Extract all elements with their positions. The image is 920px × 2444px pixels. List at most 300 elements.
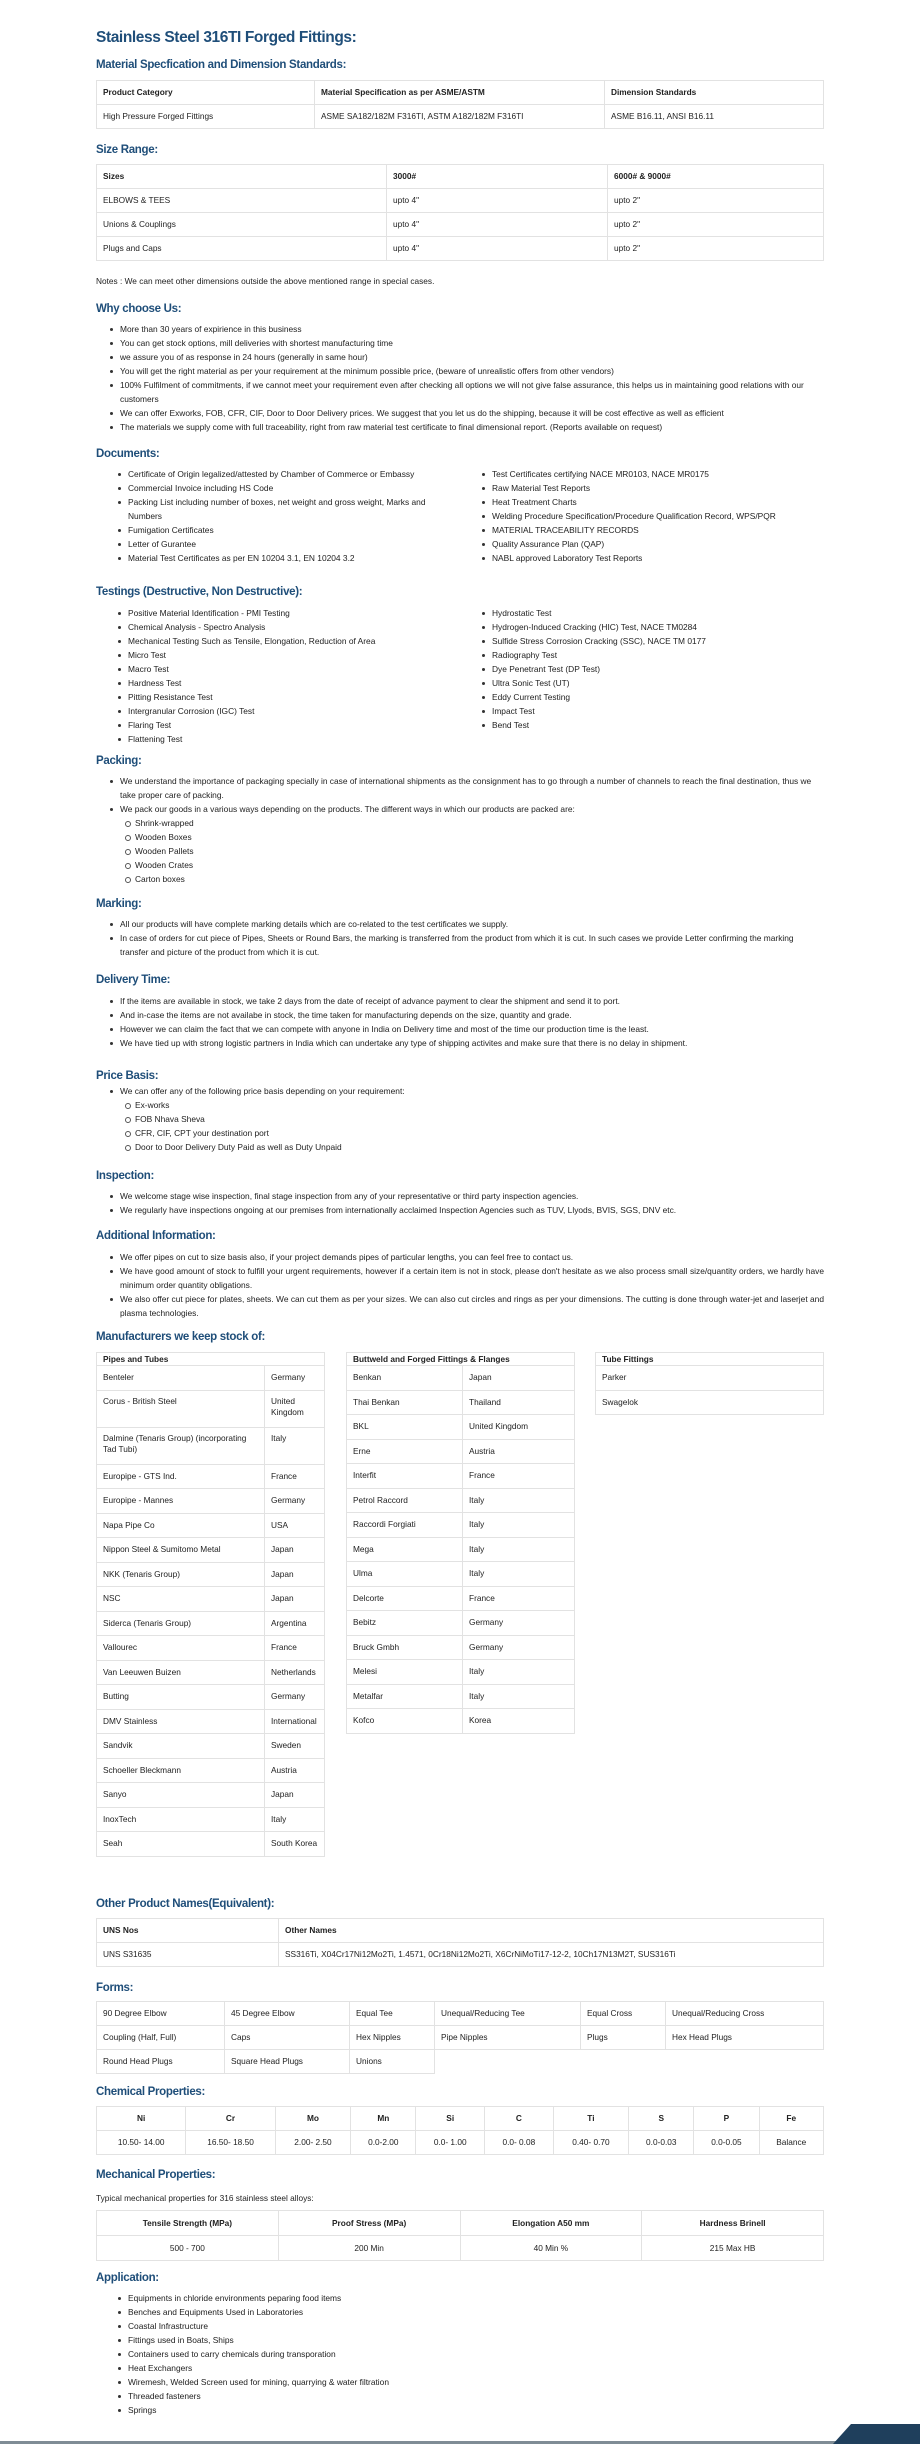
- table-row: [97, 1464, 325, 1489]
- heading-additional-info: Additional Information:: [96, 1230, 216, 1242]
- list-item: Hydrogen-Induced Cracking (HIC) Test, NACE TM0284: [480, 620, 824, 634]
- cell: Japan: [463, 1366, 575, 1391]
- cell: Vallourec: [97, 1636, 265, 1661]
- heading-size-range: Size Range:: [96, 144, 158, 156]
- cell: Netherlands: [265, 1660, 325, 1685]
- th-p: P: [694, 2107, 759, 2131]
- cell: Schoeller Bleckmann: [97, 1758, 265, 1783]
- cell: Germany: [463, 1611, 575, 1636]
- list-item: All our products will have complete marking details which are co-related to the test certificates we supply.: [108, 917, 824, 931]
- cell: Caps: [225, 2026, 350, 2050]
- cell: 215 Max HB: [642, 2236, 824, 2261]
- table-header-row: [97, 2211, 824, 2236]
- table-header-row: [97, 2107, 824, 2131]
- cell: upto 2": [608, 237, 824, 261]
- forms-table: [96, 2001, 824, 2074]
- cell: Butting: [97, 1685, 265, 1710]
- th-ti: Ti: [553, 2107, 629, 2131]
- list-item: Heat Treatment Charts: [480, 495, 824, 509]
- table-row: [97, 1390, 325, 1427]
- table-row: [347, 1464, 575, 1489]
- cell: Europipe - GTS Ind.: [97, 1464, 265, 1489]
- cell: Korea: [463, 1709, 575, 1734]
- cell: Italy: [463, 1513, 575, 1538]
- sub-list-item: Wooden Boxes: [108, 830, 824, 844]
- list-item: We pack our goods in a various ways depending on the products. The different ways in which our products are packed are:: [108, 802, 824, 816]
- cell: Raccordi Forgiati: [347, 1513, 463, 1538]
- list-item: You will get the right material as per your requirement at the minimum possible price, (beware of unrealistic offers from other vendors): [108, 364, 824, 378]
- cell: Napa Pipe Co: [97, 1513, 265, 1538]
- cell: NSC: [97, 1587, 265, 1612]
- list-item: Impact Test: [480, 704, 824, 718]
- cell: 90 Degree Elbow: [97, 2002, 225, 2026]
- cell: ASME B16.11, ANSI B16.11: [605, 105, 824, 129]
- list-item: We have tied up with strong logistic partners in India which can undertake any type of shipping activites and make sure that there is no delay in shipment.: [108, 1036, 824, 1050]
- th-s: S: [629, 2107, 694, 2131]
- why-choose-list: [108, 322, 824, 434]
- table-row: [97, 1366, 325, 1391]
- list-item: Heat Exchangers: [116, 2361, 816, 2375]
- table-row: [97, 1660, 325, 1685]
- cell: Germany: [463, 1635, 575, 1660]
- cell: Unequal/Reducing Tee: [435, 2002, 581, 2026]
- mechanical-subtitle: Typical mechanical properties for 316 stainless steel alloys:: [96, 2193, 314, 2203]
- cell: Bebitz: [347, 1611, 463, 1636]
- th-other-names: Other Names: [279, 1919, 824, 1943]
- list-item: The materials we supply come with full traceability, right from raw material test certificate to final dimensional report. (Reports available on request): [108, 420, 824, 434]
- cell: Italy: [265, 1427, 325, 1464]
- cell: Seah: [97, 1832, 265, 1857]
- list-item: Commercial Invoice including HS Code: [116, 481, 461, 495]
- list-item: We also offer cut piece for plates, sheets. We can cut them as per your sizes. We can also cut circles and rings as per your dimensions. The cutting is done through water-jet and laserjet and plasma technologies.: [108, 1292, 824, 1320]
- cell: Japan: [265, 1562, 325, 1587]
- th-si: Si: [416, 2107, 485, 2131]
- cell: United Kingdom: [265, 1390, 325, 1427]
- th-tube-fittings: Tube Fittings: [596, 1353, 824, 1366]
- size-range-note: Notes : We can meet other dimensions outside the above mentioned range in special cases.: [96, 276, 435, 286]
- table-row: [347, 1439, 575, 1464]
- cell: Germany: [265, 1489, 325, 1514]
- cell: 10.50- 14.00: [97, 2131, 186, 2155]
- cell: 0.40- 0.70: [553, 2131, 629, 2155]
- heading-material-spec: Material Specfication and Dimension Standards:: [96, 59, 347, 71]
- list-item: We understand the importance of packaging specially in case of international shipments as the consignment has to go through a number of channels to reach the final destination, thus we take proper care of packing.: [108, 774, 824, 802]
- cell: upto 4": [387, 237, 608, 261]
- heading-testings: Testings (Destructive, Non Destructive):: [96, 586, 303, 598]
- cell: Benteler: [97, 1366, 265, 1391]
- cell: Pipe Nipples: [435, 2026, 581, 2050]
- cell: France: [463, 1464, 575, 1489]
- cell: 0.0- 1.00: [416, 2131, 485, 2155]
- empty-cell: [581, 2050, 666, 2074]
- cell: USA: [265, 1513, 325, 1538]
- table-row: [97, 1734, 325, 1759]
- cell: Italy: [463, 1537, 575, 1562]
- cell: Austria: [463, 1439, 575, 1464]
- cell: 200 Min: [278, 2236, 460, 2261]
- list-item: Raw Material Test Reports: [480, 481, 824, 495]
- heading-why-choose: Why choose Us:: [96, 303, 182, 315]
- table-row: [347, 1586, 575, 1611]
- list-item: Hydrostatic Test: [480, 606, 824, 620]
- list-item: Test Certificates certifying NACE MR0103, NACE MR0175: [480, 467, 824, 481]
- cell: Plugs and Caps: [97, 237, 387, 261]
- list-item: Material Test Certificates as per EN 10204 3.1, EN 10204 3.2: [116, 551, 461, 565]
- table-row: [97, 1758, 325, 1783]
- heading-marking: Marking:: [96, 898, 142, 910]
- th-product-category: Product Category: [97, 81, 315, 105]
- list-item: Quality Assurance Plan (QAP): [480, 537, 824, 551]
- cell: Hex Head Plugs: [666, 2026, 824, 2050]
- page-title: Stainless Steel 316TI Forged Fittings:: [96, 29, 357, 46]
- cell: Round Head Plugs: [97, 2050, 225, 2074]
- cell: upto 2": [608, 213, 824, 237]
- documents-list-right: [480, 467, 824, 565]
- cell: Van Leeuwen Buizen: [97, 1660, 265, 1685]
- cell: SS316Ti, X04Cr17Ni12Mo2Ti, 1.4571, 0Cr18Ni12Mo2Ti, X6CrNiMoTi17-12-2, 10Ch17N13M2T, SUS316Ti: [279, 1943, 824, 1967]
- heading-forms: Forms:: [96, 1982, 134, 1994]
- list-item: And in-case the items are not availabe in stock, the time taken for manufacturing depends on the size, quantity and grade.: [108, 1008, 824, 1022]
- table-header-row: [97, 1919, 824, 1943]
- list-item: Fumigation Certificates: [116, 523, 461, 537]
- heading-packing: Packing:: [96, 755, 142, 767]
- buttweld-fittings-table: [346, 1352, 575, 1734]
- th-6000-9000: 6000# & 9000#: [608, 165, 824, 189]
- cell: Equal Cross: [581, 2002, 666, 2026]
- cell: France: [463, 1586, 575, 1611]
- cell: Unequal/Reducing Cross: [666, 2002, 824, 2026]
- cell: 0.0-2.00: [351, 2131, 416, 2155]
- cell: Ulma: [347, 1562, 463, 1587]
- heading-delivery-time: Delivery Time:: [96, 974, 171, 986]
- table-row: [347, 1488, 575, 1513]
- heading-application: Application:: [96, 2272, 159, 2284]
- list-item: Equipments in chloride environments peparing food items: [116, 2291, 816, 2305]
- cell: Germany: [265, 1685, 325, 1710]
- sub-list-item: Shrink-wrapped: [108, 816, 824, 830]
- table-row: [347, 1709, 575, 1734]
- list-item: More than 30 years of expirience in this business: [108, 322, 824, 336]
- cell: 2.00- 2.50: [275, 2131, 351, 2155]
- heading-chemical: Chemical Properties:: [96, 2086, 206, 2098]
- list-item: We offer pipes on cut to size basis also, if your project demands pipes of particular lengths, you can feel free to contact us.: [108, 1250, 824, 1264]
- cell: Kofco: [347, 1709, 463, 1734]
- list-item: MATERIAL TRACEABILITY RECORDS: [480, 523, 824, 537]
- cell: United Kingdom: [463, 1415, 575, 1440]
- list-item: Letter of Gurantee: [116, 537, 461, 551]
- list-item: However we can claim the fact that we can compete with anyone in India on Delivery time and most of the time our production time is the least.: [108, 1022, 824, 1036]
- list-item: Macro Test: [116, 662, 461, 676]
- table-row: [97, 1807, 325, 1832]
- heading-other-names: Other Product Names(Equivalent):: [96, 1898, 275, 1910]
- footer-tab: [833, 2424, 920, 2444]
- cell: Swagelok: [596, 1390, 824, 1415]
- list-item: NABL approved Laboratory Test Reports: [480, 551, 824, 565]
- cell: Metalfar: [347, 1684, 463, 1709]
- price-basis-list: [108, 1084, 824, 1154]
- list-item: Springs: [116, 2403, 816, 2417]
- cell: Italy: [265, 1807, 325, 1832]
- cell: Parker: [596, 1366, 824, 1391]
- cell: Sweden: [265, 1734, 325, 1759]
- table-row: [347, 1635, 575, 1660]
- th-3000: 3000#: [387, 165, 608, 189]
- cell: Italy: [463, 1488, 575, 1513]
- table-row: [596, 1366, 824, 1391]
- table-row: [97, 1513, 325, 1538]
- cell: Argentina: [265, 1611, 325, 1636]
- table-row: [97, 1427, 325, 1464]
- table-row: [97, 1685, 325, 1710]
- cell: InoxTech: [97, 1807, 265, 1832]
- th-pipes-tubes: Pipes and Tubes: [97, 1353, 325, 1366]
- list-item: Packing List including number of boxes, net weight and gross weight, Marks and Numbers: [116, 495, 461, 523]
- table-row: [97, 1538, 325, 1563]
- list-item: Mechanical Testing Such as Tensile, Elongation, Reduction of Area: [116, 634, 461, 648]
- table-row: [97, 2026, 824, 2050]
- cell: Unions: [350, 2050, 435, 2074]
- th-cr: Cr: [186, 2107, 275, 2131]
- testings-list-right: [480, 606, 824, 732]
- additional-list: [108, 1250, 824, 1320]
- list-item: 100% Fulfilment of commitments, if we cannot meet your requirement even after checking all options we will not give false assurance, this helps us in maintaining good relations with our customers: [108, 378, 824, 406]
- cell: Erne: [347, 1439, 463, 1464]
- cell: 0.0-0.03: [629, 2131, 694, 2155]
- cell: 0.0-0.05: [694, 2131, 759, 2155]
- cell: France: [265, 1464, 325, 1489]
- table-row: [596, 1390, 824, 1415]
- cell: Coupling (Half, Full): [97, 2026, 225, 2050]
- cell: Sanyo: [97, 1783, 265, 1808]
- heading-mechanical: Mechanical Properties:: [96, 2169, 216, 2181]
- table-row: [347, 1611, 575, 1636]
- list-item: Certificate of Origin legalized/attested by Chamber of Commerce or Embassy: [116, 467, 461, 481]
- list-item: We can offer any of the following price basis depending on your requirement:: [108, 1084, 824, 1098]
- documents-list-left: [116, 467, 461, 565]
- cell: DMV Stainless: [97, 1709, 265, 1734]
- table-row: [97, 1709, 325, 1734]
- cell: Nippon Steel & Sumitomo Metal: [97, 1538, 265, 1563]
- list-item: Sulfide Stress Corrosion Cracking (SSC), NACE TM 0177: [480, 634, 824, 648]
- table-header-row: [596, 1353, 824, 1366]
- tube-fittings-table: [595, 1352, 824, 1415]
- list-item: Flaring Test: [116, 718, 461, 732]
- cell: Delcorte: [347, 1586, 463, 1611]
- list-item: Bend Test: [480, 718, 824, 732]
- sub-list-item: Carton boxes: [108, 872, 824, 886]
- cell: Mega: [347, 1537, 463, 1562]
- th-c: C: [485, 2107, 554, 2131]
- cell: Thailand: [463, 1390, 575, 1415]
- mechanical-table: [96, 2210, 824, 2261]
- cell: Dalmine (Tenaris Group) (incorporating Tad Tubi): [97, 1427, 265, 1464]
- th-hardness: Hardness Brinell: [642, 2211, 824, 2236]
- table-row: [347, 1513, 575, 1538]
- cell: Japan: [265, 1783, 325, 1808]
- list-item: Fittings used in Boats, Ships: [116, 2333, 816, 2347]
- table-row: [347, 1390, 575, 1415]
- cell: Unions & Couplings: [97, 213, 387, 237]
- list-item: Radiography Test: [480, 648, 824, 662]
- cell: Austria: [265, 1758, 325, 1783]
- packing-list: [108, 774, 824, 886]
- list-item: We have good amount of stock to fulfill your urgent requirements, however if a certain item is not in stock, please don't hesitate as we also process small size/quantity orders, we hardly have minimum order quantity obligations.: [108, 1264, 824, 1292]
- list-item: In case of orders for cut piece of Pipes, Sheets or Round Bars, the marking is transferred from the product from which it is cut. In such cases we provide Letter confirming the marking transfer and picture of the product from which it is cut.: [108, 931, 824, 959]
- table-row: [97, 105, 824, 129]
- th-fe: Fe: [759, 2107, 824, 2131]
- list-item: Chemical Analysis - Spectro Analysis: [116, 620, 461, 634]
- table-row: [97, 1489, 325, 1514]
- cell: Melesi: [347, 1660, 463, 1685]
- table-row: [97, 2002, 824, 2026]
- cell: ASME SA182/182M F316TI, ASTM A182/182M F316TI: [315, 105, 605, 129]
- cell: 500 - 700: [97, 2236, 279, 2261]
- cell: Europipe - Mannes: [97, 1489, 265, 1514]
- cell: South Korea: [265, 1832, 325, 1857]
- table-row: [97, 237, 824, 261]
- empty-cell: [666, 2050, 824, 2074]
- cell: International: [265, 1709, 325, 1734]
- list-item: we assure you of as response in 24 hours (generally in same hour): [108, 350, 824, 364]
- sub-list-item: Door to Door Delivery Duty Paid as well as Duty Unpaid: [108, 1140, 824, 1154]
- cell: BKL: [347, 1415, 463, 1440]
- cell: Italy: [463, 1562, 575, 1587]
- th-sizes: Sizes: [97, 165, 387, 189]
- list-item: Dye Penetrant Test (DP Test): [480, 662, 824, 676]
- th-tensile-strength: Tensile Strength (MPa): [97, 2211, 279, 2236]
- cell: Thai Benkan: [347, 1390, 463, 1415]
- table-row: [97, 1636, 325, 1661]
- pipes-tubes-table: [96, 1352, 325, 1857]
- inspection-list: [108, 1189, 824, 1217]
- testings-list-left: [116, 606, 461, 746]
- list-item: Threaded fasteners: [116, 2389, 816, 2403]
- cell: Petrol Raccord: [347, 1488, 463, 1513]
- th-ni: Ni: [97, 2107, 186, 2131]
- table-header-row: [97, 1353, 325, 1366]
- cell: 16.50- 18.50: [186, 2131, 275, 2155]
- cell: Bruck Gmbh: [347, 1635, 463, 1660]
- cell: Sandvik: [97, 1734, 265, 1759]
- cell: Italy: [463, 1684, 575, 1709]
- table-row: [347, 1537, 575, 1562]
- list-item: Eddy Current Testing: [480, 690, 824, 704]
- table-row: [347, 1684, 575, 1709]
- heading-inspection: Inspection:: [96, 1170, 155, 1182]
- cell: UNS S31635: [97, 1943, 279, 1967]
- table-row: [97, 2236, 824, 2261]
- list-item: Micro Test: [116, 648, 461, 662]
- table-row: [97, 213, 824, 237]
- th-uns-nos: UNS Nos: [97, 1919, 279, 1943]
- cell: France: [265, 1636, 325, 1661]
- cell: 0.0- 0.08: [485, 2131, 554, 2155]
- table-header-row: [97, 81, 824, 105]
- table-row: [97, 1611, 325, 1636]
- marking-list: [108, 917, 824, 959]
- cell: Benkan: [347, 1366, 463, 1391]
- table-row: [97, 1783, 325, 1808]
- chemical-table: [96, 2106, 824, 2155]
- cell: Corus - British Steel: [97, 1390, 265, 1427]
- sub-list-item: CFR, CIF, CPT your destination port: [108, 1126, 824, 1140]
- sub-list-item: Wooden Crates: [108, 858, 824, 872]
- table-row: [97, 189, 824, 213]
- cell: Equal Tee: [350, 2002, 435, 2026]
- cell: Japan: [265, 1587, 325, 1612]
- list-item: Intergranular Corrosion (IGC) Test: [116, 704, 461, 718]
- th-material-specification: Material Specification as per ASME/ASTM: [315, 81, 605, 105]
- size-range-table: [96, 164, 824, 261]
- th-dimension-standards: Dimension Standards: [605, 81, 824, 105]
- table-row: [347, 1366, 575, 1391]
- table-row: [347, 1415, 575, 1440]
- cell: Hex Nipples: [350, 2026, 435, 2050]
- list-item: We regularly have inspections ongoing at our premises from internationally acclaimed Inspection Agencies such as TUV, Llyods, BVIS, SGS, DNV etc.: [108, 1203, 824, 1217]
- table-header-row: [97, 165, 824, 189]
- cell: ELBOWS & TEES: [97, 189, 387, 213]
- cell: upto 4": [387, 189, 608, 213]
- table-row: [347, 1660, 575, 1685]
- table-row: [97, 1587, 325, 1612]
- th-buttweld-fittings: Buttweld and Forged Fittings & Flanges: [347, 1353, 575, 1366]
- th-elongation: Elongation A50 mm: [460, 2211, 642, 2236]
- th-mn: Mn: [351, 2107, 416, 2131]
- cell: Japan: [265, 1538, 325, 1563]
- list-item: Pitting Resistance Test: [116, 690, 461, 704]
- table-row: [97, 2131, 824, 2155]
- cell: Square Head Plugs: [225, 2050, 350, 2074]
- cell: 45 Degree Elbow: [225, 2002, 350, 2026]
- delivery-list: [108, 994, 824, 1050]
- list-item: If the items are available in stock, we take 2 days from the date of receipt of advance payment to clear the shipment and send it to port.: [108, 994, 824, 1008]
- sub-list-item: Ex-works: [108, 1098, 824, 1112]
- table-header-row: [347, 1353, 575, 1366]
- cell: Germany: [265, 1366, 325, 1391]
- cell: upto 4": [387, 213, 608, 237]
- material-spec-table: [96, 80, 824, 129]
- cell: Plugs: [581, 2026, 666, 2050]
- cell: 40 Min %: [460, 2236, 642, 2261]
- cell: Siderca (Tenaris Group): [97, 1611, 265, 1636]
- cell: Italy: [463, 1660, 575, 1685]
- cell: High Pressure Forged Fittings: [97, 105, 315, 129]
- list-item: Positive Material Identification - PMI Testing: [116, 606, 461, 620]
- list-item: Hardness Test: [116, 676, 461, 690]
- application-list: [116, 2291, 816, 2417]
- table-row: [97, 1562, 325, 1587]
- list-item: Coastal Infrastructure: [116, 2319, 816, 2333]
- sub-list-item: FOB Nhava Sheva: [108, 1112, 824, 1126]
- heading-documents: Documents:: [96, 448, 160, 460]
- list-item: Wiremesh, Welded Screen used for mining, quarrying & water filtration: [116, 2375, 816, 2389]
- th-mo: Mo: [275, 2107, 351, 2131]
- empty-cell: [435, 2050, 581, 2074]
- cell: Interfit: [347, 1464, 463, 1489]
- other-names-table: [96, 1918, 824, 1967]
- list-item: Containers used to carry chemicals during transporation: [116, 2347, 816, 2361]
- th-proof-stress: Proof Stress (MPa): [278, 2211, 460, 2236]
- list-item: Ultra Sonic Test (UT): [480, 676, 824, 690]
- heading-manufacturers: Manufacturers we keep stock of:: [96, 1331, 266, 1343]
- list-item: Flattening Test: [116, 732, 461, 746]
- list-item: You can get stock options, mill deliveries with shortest manufacturing time: [108, 336, 824, 350]
- list-item: We can offer Exworks, FOB, CFR, CIF, Door to Door Delivery prices. We suggest that you let us do the shipping, because it will be cost effective as well as efficient: [108, 406, 824, 420]
- table-row: [97, 1832, 325, 1857]
- list-item: We welcome stage wise inspection, final stage inspection from any of your representative or third party inspection agencies.: [108, 1189, 824, 1203]
- list-item: Benches and Equipments Used in Laboratories: [116, 2305, 816, 2319]
- sub-list-item: Wooden Pallets: [108, 844, 824, 858]
